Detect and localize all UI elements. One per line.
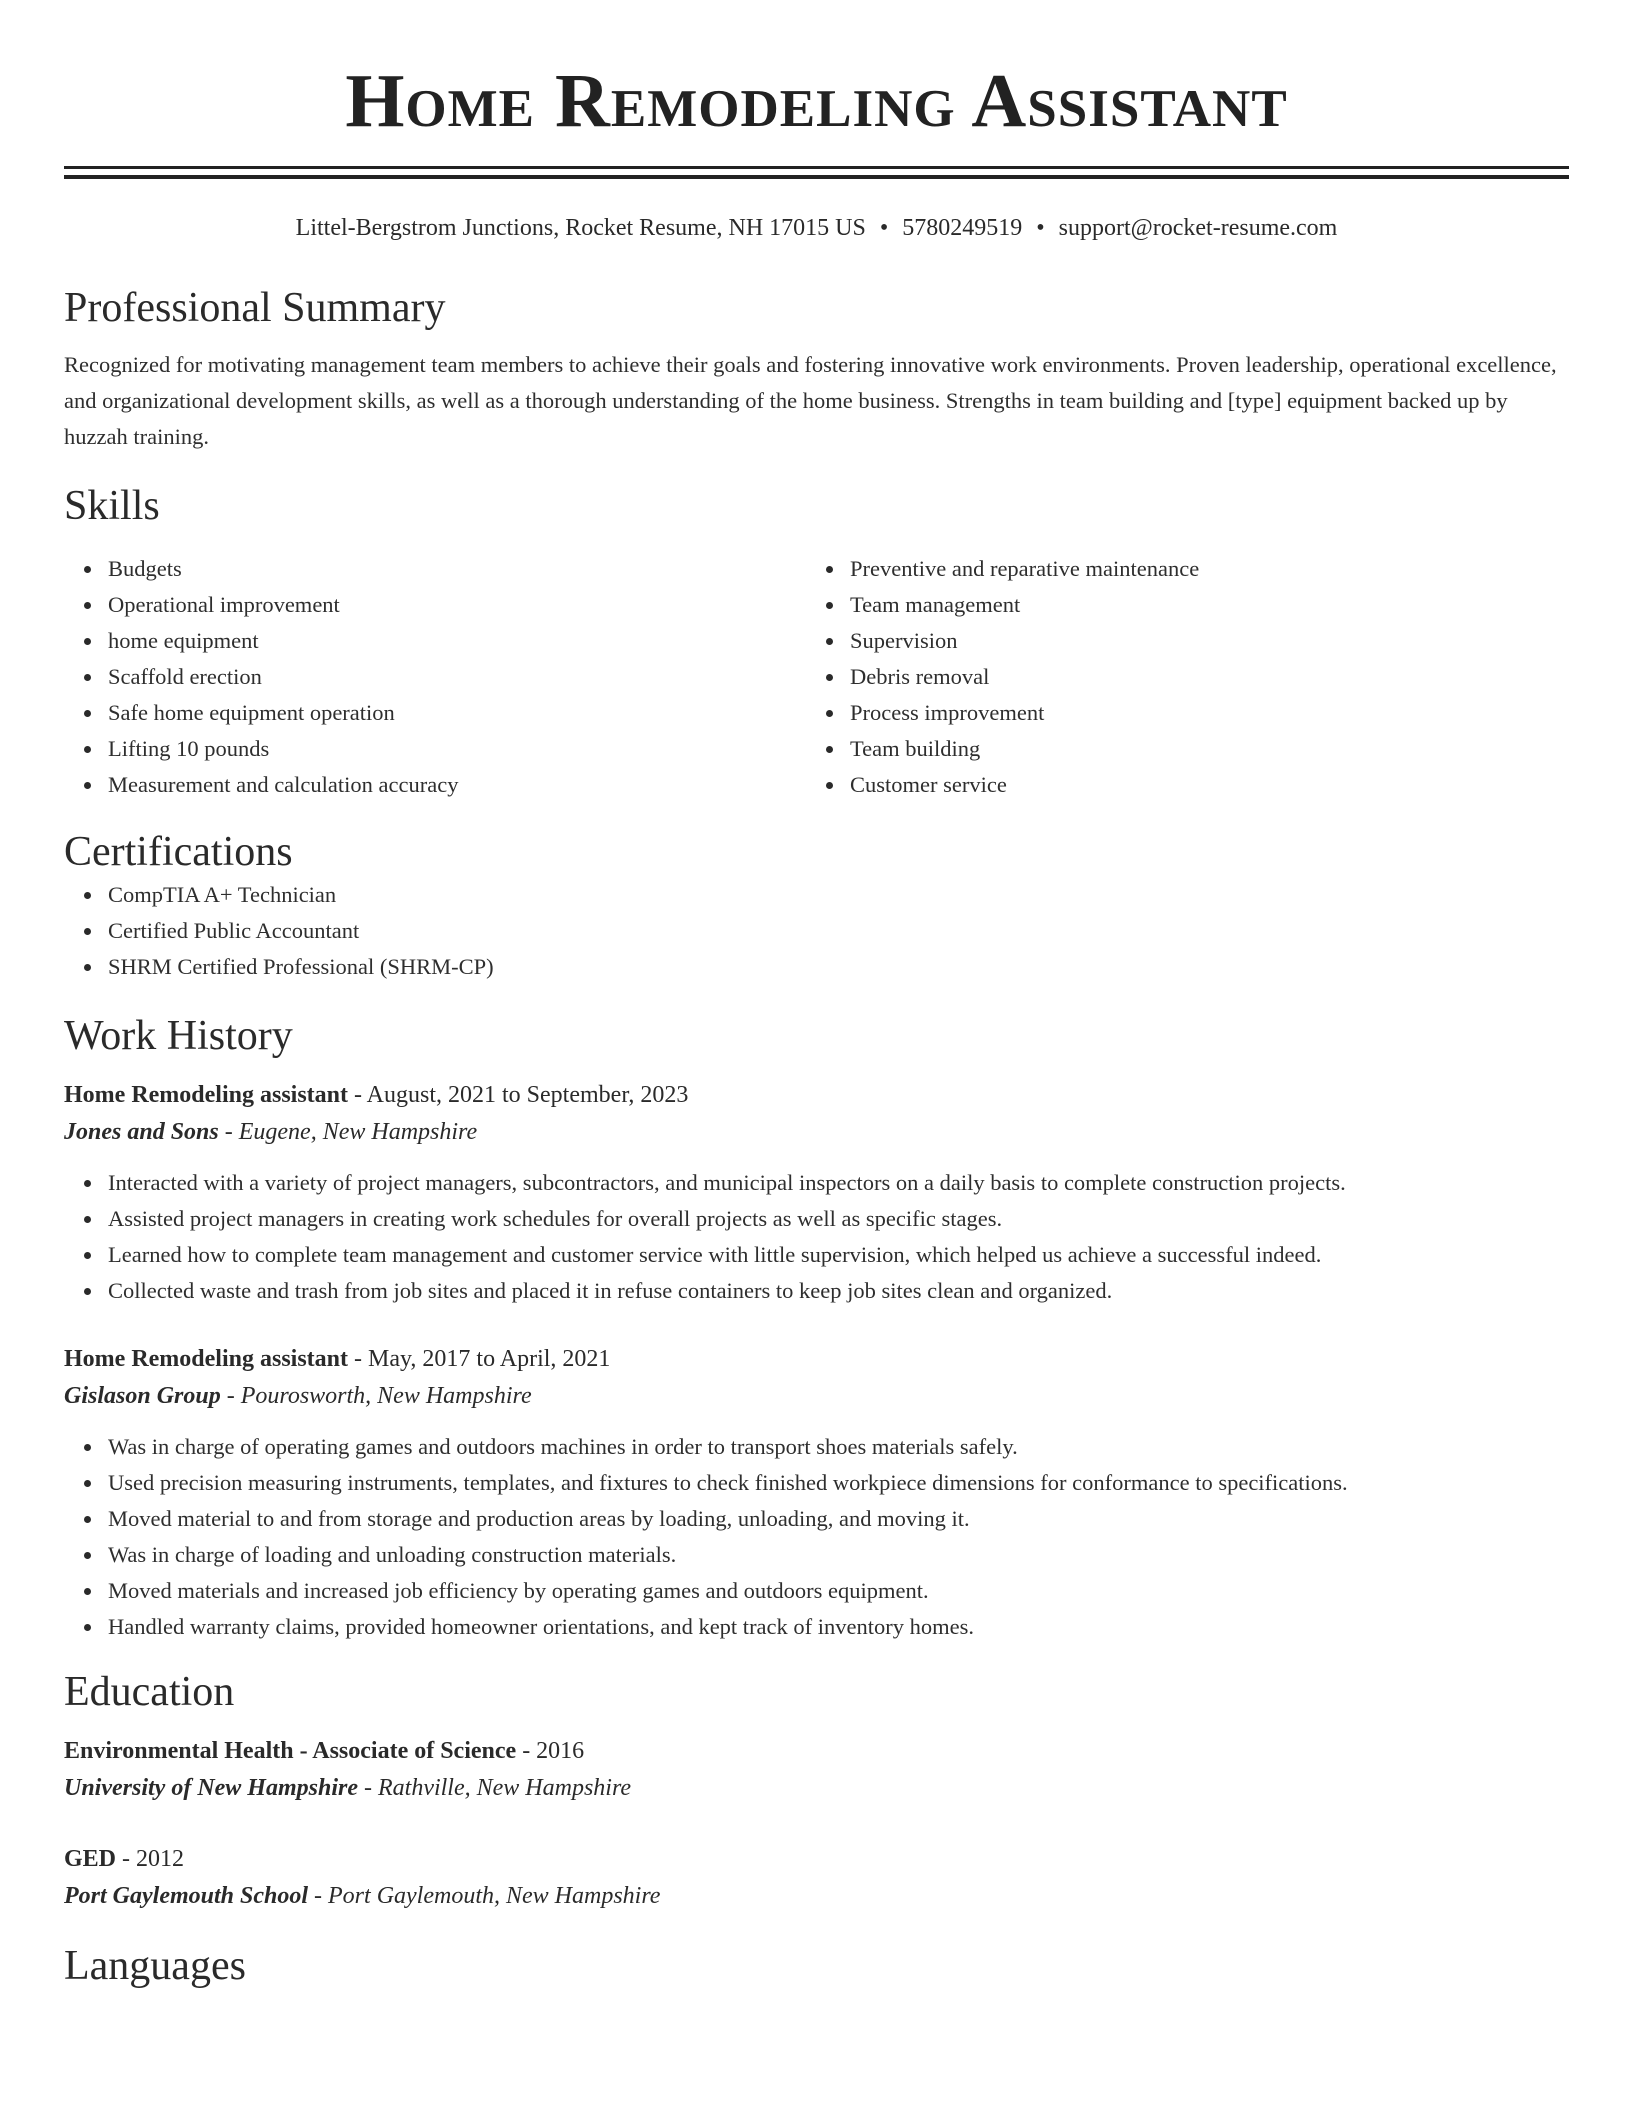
education-degree-line — [64, 1733, 1569, 1769]
job-duty-item: Moved materials and increased job efficiency by operating games and outdoors equipment. — [108, 1573, 1569, 1609]
job-title: Home Remodeling assistant — [64, 1082, 348, 1108]
contact-separator: • — [1036, 215, 1045, 241]
resume-title: Home Remodeling Assistant — [345, 59, 1288, 143]
skill-item: Customer service — [850, 767, 1548, 803]
education-location: - Port Gaylemouth, New Hampshire — [308, 1883, 661, 1909]
education-school-line — [64, 1769, 1569, 1807]
skill-item: Supervision — [850, 623, 1548, 659]
skills-column-left — [64, 551, 806, 803]
education-degree: Environmental Health - Associate of Science — [64, 1738, 517, 1764]
skills-list-right — [806, 551, 1548, 803]
skill-item: home equipment — [108, 623, 806, 659]
skills-column-right — [806, 551, 1548, 803]
skill-item: Team building — [850, 731, 1548, 767]
education-school: University of New Hampshire — [64, 1775, 358, 1801]
education-entry — [64, 1733, 1569, 1807]
skill-item: Process improvement — [850, 695, 1548, 731]
job-duties-list — [64, 1429, 1569, 1645]
job-duty-item: Learned how to complete team management and customer service with little supervision, which helped us achieve a successful indeed. — [108, 1237, 1569, 1273]
skill-item: Lifting 10 pounds — [108, 731, 806, 767]
skills-heading: Skills — [64, 483, 160, 529]
contact-email: support@rocket-resume.com — [1058, 215, 1338, 241]
education-degree-line — [64, 1841, 1569, 1877]
skill-item: Budgets — [108, 551, 806, 587]
job-entry — [64, 1341, 1569, 1645]
summary-heading: Professional Summary — [64, 285, 446, 331]
job-duty-item: Was in charge of loading and unloading construction materials. — [108, 1537, 1569, 1573]
languages-heading: Languages — [64, 1943, 246, 1989]
job-company-line — [64, 1377, 1569, 1415]
skills-grid — [64, 551, 1569, 803]
education-entry — [64, 1841, 1569, 1915]
contact-address: Littel-Bergstrom Junctions, Rocket Resume, NH 17015 US — [295, 215, 866, 241]
job-duties-list — [64, 1165, 1569, 1309]
job-duty-item: Interacted with a variety of project managers, subcontractors, and municipal inspectors on a daily basis to complete construction projects. — [108, 1165, 1569, 1201]
job-title-line — [64, 1341, 1569, 1377]
education-year: - 2016 — [516, 1738, 585, 1764]
contact-phone: 5780249519 — [902, 215, 1023, 241]
job-title-line — [64, 1077, 1569, 1113]
job-dates: - May, 2017 to April, 2021 — [348, 1346, 611, 1372]
job-title: Home Remodeling assistant — [64, 1346, 348, 1372]
job-location: - Eugene, New Hampshire — [218, 1119, 478, 1145]
contact-line — [64, 213, 1569, 243]
job-entry — [64, 1077, 1569, 1309]
job-duty-item: Was in charge of operating games and outdoors machines in order to transport shoes materials safely. — [108, 1429, 1569, 1465]
job-dates: - August, 2021 to September, 2023 — [348, 1082, 689, 1108]
contact-separator: • — [879, 215, 889, 241]
certification-item: CompTIA A+ Technician — [108, 877, 1569, 913]
certifications-heading: Certifications — [64, 829, 293, 875]
skill-item: Preventive and reparative maintenance — [850, 551, 1548, 587]
work-history-heading: Work History — [64, 1013, 293, 1059]
skill-item: Operational improvement — [108, 587, 806, 623]
skills-list-left — [64, 551, 806, 803]
education-school-line — [64, 1877, 1569, 1915]
education-heading: Education — [64, 1669, 235, 1715]
job-duty-item: Collected waste and trash from job sites and placed it in refuse containers to keep job sites clean and organized. — [108, 1273, 1569, 1309]
education-degree: GED — [64, 1846, 117, 1872]
education-year: - 2012 — [116, 1846, 185, 1872]
certification-item: Certified Public Accountant — [108, 913, 1569, 949]
skill-item: Scaffold erection — [108, 659, 806, 695]
skill-item: Measurement and calculation accuracy — [108, 767, 806, 803]
job-location: - Pourosworth, New Hampshire — [220, 1383, 532, 1409]
job-company: Gislason Group — [64, 1383, 221, 1409]
job-duty-item: Handled warranty claims, provided homeowner orientations, and kept track of inventory homes. — [108, 1609, 1569, 1645]
job-duty-item: Used precision measuring instruments, templates, and fixtures to check finished workpiece dimensions for conformance to specifications. — [108, 1465, 1569, 1501]
resume-page — [64, 0, 1569, 1991]
skill-item: Safe home equipment operation — [108, 695, 806, 731]
skill-item: Debris removal — [850, 659, 1548, 695]
title-divider-bottom — [64, 175, 1569, 179]
skill-item: Team management — [850, 587, 1548, 623]
job-company: Jones and Sons — [64, 1119, 219, 1145]
education-school: Port Gaylemouth School — [64, 1883, 309, 1909]
job-duty-item: Assisted project managers in creating work schedules for overall projects as well as specific stages. — [108, 1201, 1569, 1237]
education-location: - Rathville, New Hampshire — [358, 1775, 632, 1801]
job-company-line — [64, 1113, 1569, 1151]
certifications-list — [64, 877, 1569, 985]
summary-text: Recognized for motivating management team members to achieve their goals and fostering innovative work environments. Proven leadership, operational excellence, and organizational development skills, as well as a thorough understanding of the home business. Strengths in team building and [type] equipment backed up by huzzah training. — [64, 352, 1557, 449]
certification-item: SHRM Certified Professional (SHRM-CP) — [108, 949, 1569, 985]
title-divider-top — [64, 166, 1569, 169]
job-duty-item: Moved material to and from storage and production areas by loading, unloading, and moving it. — [108, 1501, 1569, 1537]
